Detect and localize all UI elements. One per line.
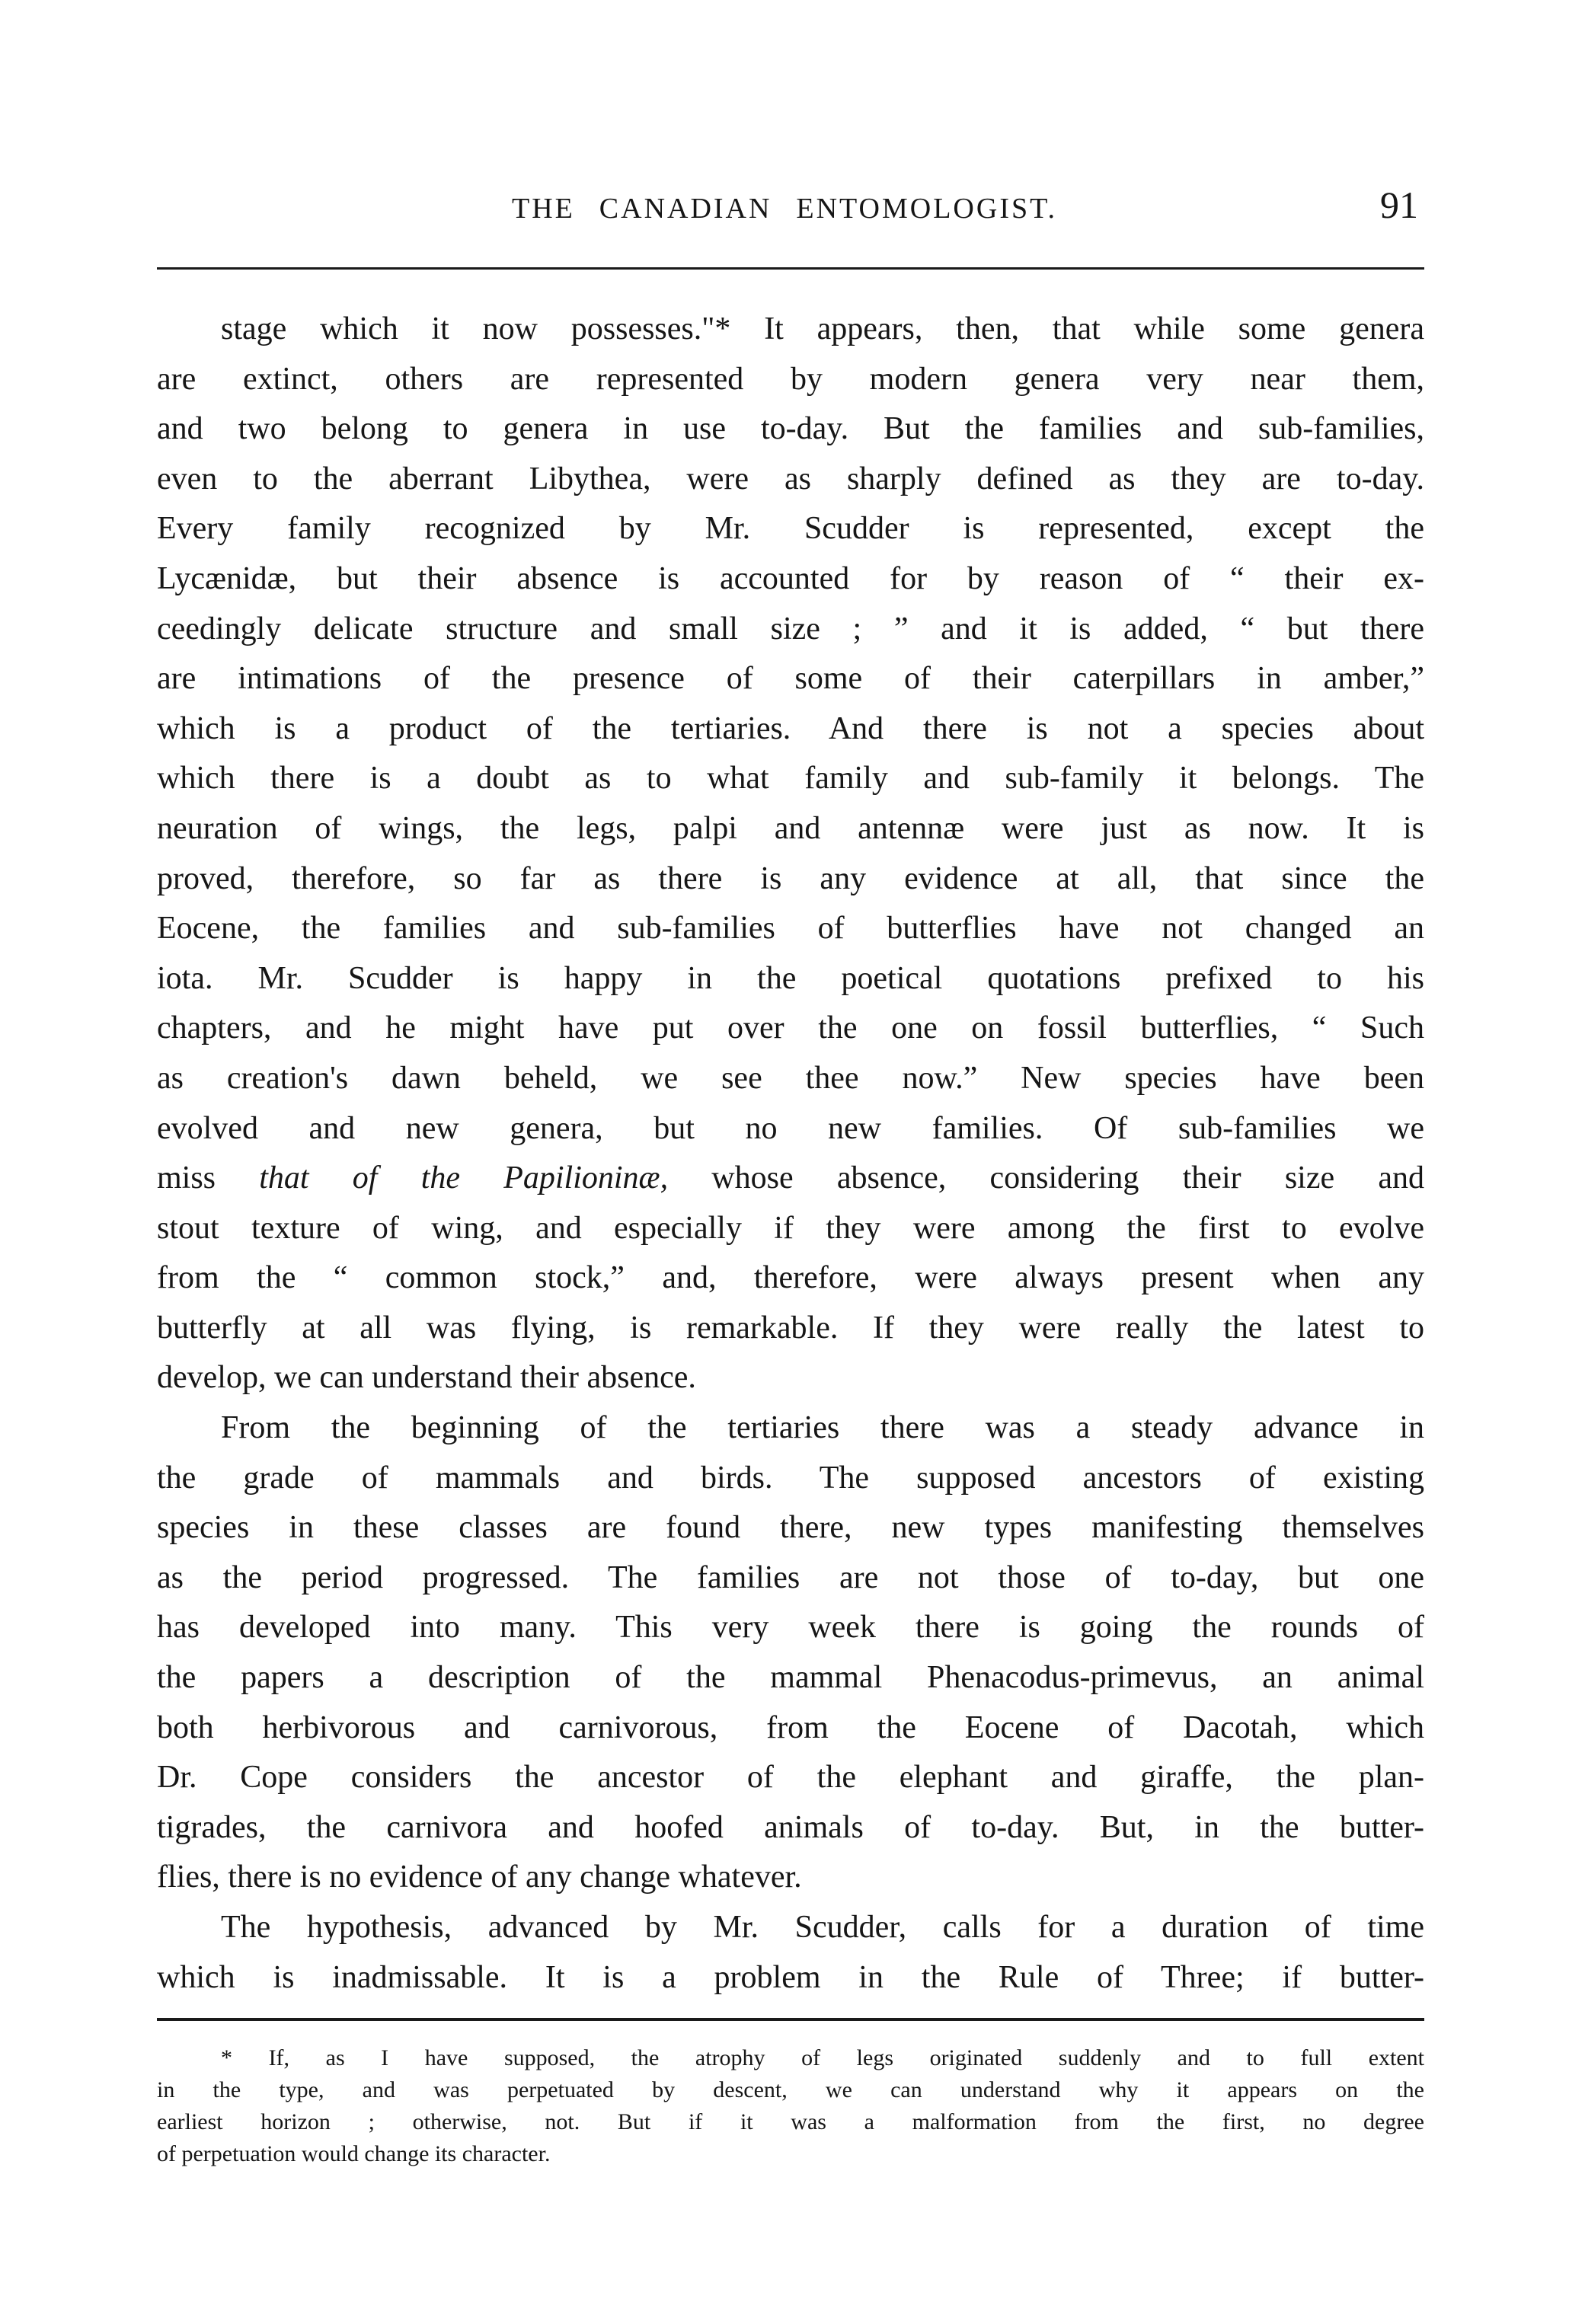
line-text: evolved and new genera, but no new families. Of sub-families we bbox=[157, 1110, 1424, 1146]
line-text: ceedingly delicate structure and small size ; ” and it is added, “ but there bbox=[157, 611, 1424, 646]
text-line bbox=[157, 1953, 1424, 2003]
text-line bbox=[157, 754, 1424, 804]
line-text: as the period progressed. The families are not those of to-day, but one bbox=[157, 1559, 1424, 1595]
line-text: which is inadmissable. It is a problem in the Rule of Three; if butter- bbox=[157, 1959, 1424, 1995]
line-text: Dr. Cope considers the ancestor of the elephant and giraffe, the plan- bbox=[157, 1760, 1424, 1796]
line-text: The hypothesis, advanced by Mr. Scudder, calls for a duration of time bbox=[221, 1910, 1424, 1945]
body-text bbox=[157, 305, 1424, 2003]
text-run: miss bbox=[157, 1160, 260, 1196]
italic-text-run: that of the Papilioninæ, bbox=[259, 1160, 669, 1196]
line-text: even to the aberrant Libythea, were as sharply defined as they are to-day. bbox=[157, 461, 1424, 496]
running-head: THE CANADIAN ENTOMOLOGIST. bbox=[512, 193, 1057, 225]
footnote-text: earliest horizon ; otherwise, not. But if it was a malformation from the first, no degree bbox=[157, 2109, 1424, 2134]
text-line bbox=[157, 1903, 1424, 1953]
line-text: as creation's dawn beheld, we see thee now.” New species have been bbox=[157, 1060, 1424, 1096]
footnote-line bbox=[157, 2106, 1424, 2138]
text-line bbox=[157, 305, 1424, 355]
text-line bbox=[157, 704, 1424, 755]
line-text: stout texture of wing, and especially if they were among the first to evolve bbox=[157, 1210, 1424, 1246]
text-line bbox=[157, 1104, 1424, 1154]
text-line bbox=[157, 1753, 1424, 1803]
line-text: develop, we can understand their absence. bbox=[157, 1360, 696, 1396]
line-text: species in these classes are found there, new types manifesting themselves bbox=[157, 1510, 1424, 1546]
text-line bbox=[157, 1154, 1424, 1204]
line-text: flies, there is no evidence of any change whatever. bbox=[157, 1860, 802, 1895]
footnote-line bbox=[157, 2074, 1424, 2106]
footnote-rule bbox=[157, 2018, 1424, 2021]
footnote-line bbox=[157, 2042, 1424, 2074]
text-line bbox=[157, 455, 1424, 505]
text-line bbox=[157, 1703, 1424, 1754]
text-line bbox=[157, 1403, 1424, 1454]
text-line bbox=[157, 1253, 1424, 1304]
text-line bbox=[157, 654, 1424, 704]
line-text: has developed into many. This very week there is going the rounds of bbox=[157, 1610, 1424, 1646]
footnote-text: of perpetuation would change its character. bbox=[157, 2141, 551, 2166]
text-line bbox=[157, 504, 1424, 554]
text-line bbox=[157, 1803, 1424, 1853]
line-text: tigrades, the carnivora and hoofed animals of to-day. But, in the butter- bbox=[157, 1809, 1424, 1845]
text-line bbox=[157, 1853, 1424, 1903]
footnote-line bbox=[157, 2138, 1424, 2170]
line-text: the grade of mammals and birds. The supposed ancestors of existing bbox=[157, 1460, 1424, 1496]
line-text: the papers a description of the mammal Phenacodus-primevus, an animal bbox=[157, 1660, 1424, 1696]
text-line bbox=[157, 1004, 1424, 1054]
footnote-text: in the type, and was perpetuated by descent, we can understand why it appears on the bbox=[157, 2077, 1424, 2102]
line-text: Lycænidæ, but their absence is accounted for by reason of “ their ex- bbox=[157, 560, 1424, 596]
line-text: which there is a doubt as to what family and sub-family it belongs. The bbox=[157, 761, 1424, 796]
line-text: proved, therefore, so far as there is any evidence at all, that since the bbox=[157, 860, 1424, 896]
text-line bbox=[157, 1603, 1424, 1653]
text-run: whose absence, considering their size and bbox=[668, 1160, 1424, 1196]
line-text: Eocene, the families and sub-families of butterflies have not changed an bbox=[157, 911, 1424, 947]
page-number: 91 bbox=[1380, 184, 1418, 226]
text-line bbox=[157, 954, 1424, 1004]
line-text: stage which it now possesses."* It appears, then, that while some genera bbox=[221, 311, 1424, 346]
line-text: Every family recognized by Mr. Scudder is represented, except the bbox=[157, 511, 1424, 547]
text-line bbox=[157, 554, 1424, 605]
line-text: From the beginning of the tertiaries there was a steady advance in bbox=[221, 1410, 1424, 1446]
line-text: both herbivorous and carnivorous, from the Eocene of Dacotah, which bbox=[157, 1709, 1424, 1745]
text-line bbox=[157, 854, 1424, 905]
footnote-text: * If, as I have supposed, the atrophy of legs originated suddenly and to full extent bbox=[221, 2045, 1424, 2070]
line-text: are intimations of the presence of some of their caterpillars in amber,” bbox=[157, 661, 1424, 697]
footnote bbox=[157, 2042, 1424, 2170]
text-line bbox=[157, 1204, 1424, 1254]
line-text: are extinct, others are represented by modern genera very near them, bbox=[157, 361, 1424, 397]
text-line bbox=[157, 1553, 1424, 1604]
line-text: neuration of wings, the legs, palpi and antennæ were just as now. It is bbox=[157, 810, 1424, 846]
line-text: and two belong to genera in use to-day. But the families and sub-families, bbox=[157, 411, 1424, 447]
header-rule bbox=[157, 267, 1424, 270]
text-line bbox=[157, 904, 1424, 954]
line-text bbox=[157, 1160, 1424, 1196]
line-text: from the “ common stock,” and, therefore, were always present when any bbox=[157, 1260, 1424, 1296]
text-line bbox=[157, 404, 1424, 455]
text-line bbox=[157, 355, 1424, 405]
line-text: iota. Mr. Scudder is happy in the poetical quotations prefixed to his bbox=[157, 960, 1424, 996]
line-text: chapters, and he might have put over the one on fossil butterflies, “ Such bbox=[157, 1010, 1424, 1046]
text-line bbox=[157, 605, 1424, 655]
line-text: butterfly at all was flying, is remarkable. If they were really the latest to bbox=[157, 1310, 1424, 1346]
text-line bbox=[157, 1353, 1424, 1403]
text-line bbox=[157, 1454, 1424, 1504]
text-line bbox=[157, 1304, 1424, 1354]
text-line bbox=[157, 1653, 1424, 1703]
line-text: which is a product of the tertiaries. And there is not a species about bbox=[157, 710, 1424, 746]
text-line bbox=[157, 1503, 1424, 1553]
text-line bbox=[157, 804, 1424, 854]
text-line bbox=[157, 1054, 1424, 1104]
